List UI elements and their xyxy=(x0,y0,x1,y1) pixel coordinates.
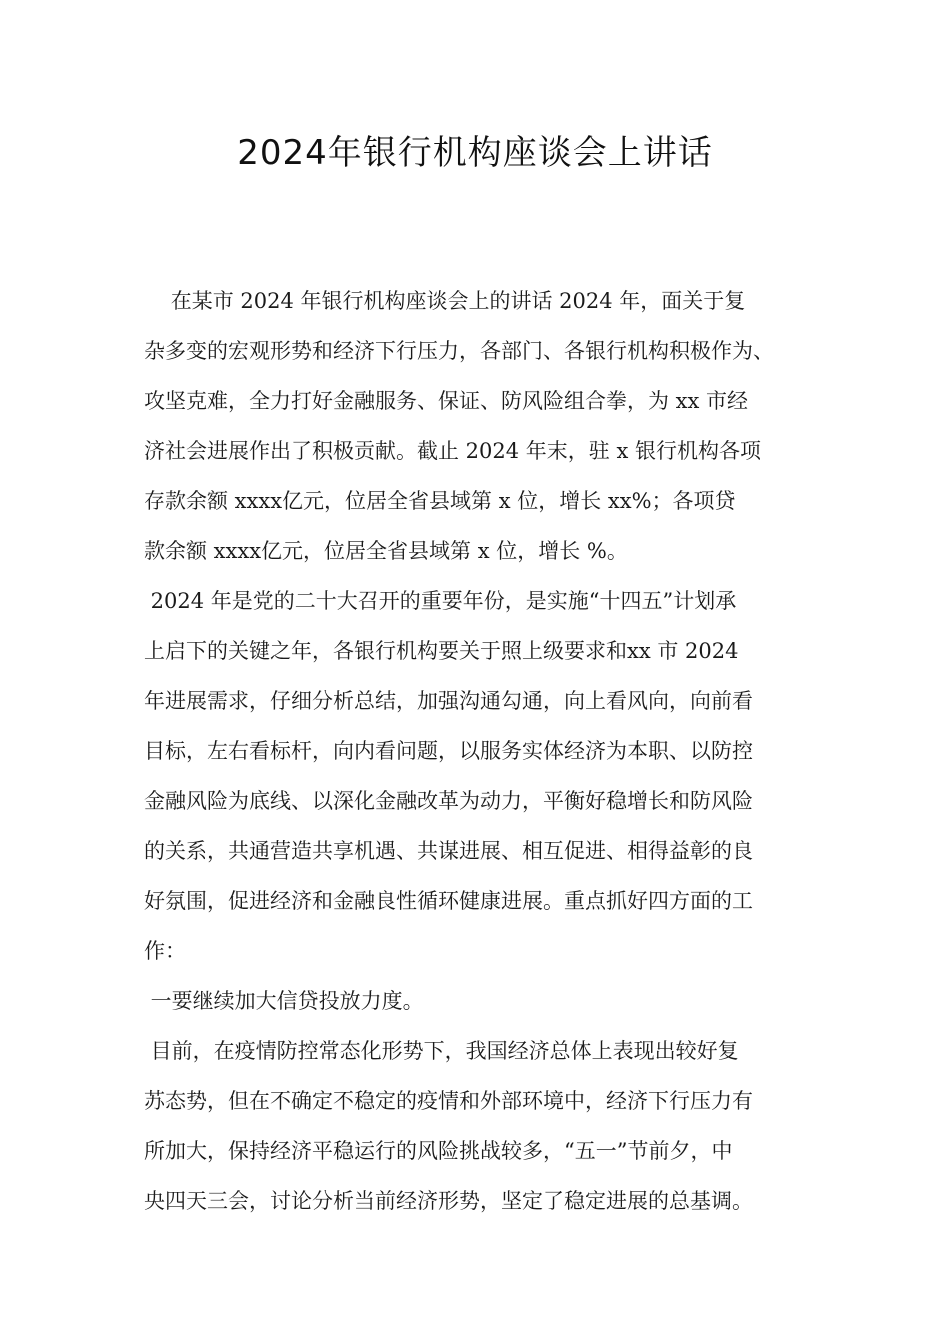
body-line: 作： xyxy=(144,939,186,963)
section-heading: 一要继续加大信贷投放力度。 xyxy=(144,989,424,1013)
body-line: 2024 年是党的二十大召开的重要年份，是实施“十四五”计划承 xyxy=(144,589,737,613)
body-line: 杂多变的宏观形势和经济下行压力，各部门、各银行机构积极作为、 xyxy=(144,339,774,363)
body-line: 目前，在疫情防控常态化形势下，我国经济总体上表现出较好复 xyxy=(144,1039,739,1063)
document-body xyxy=(144,276,824,1226)
body-line: 攻坚克难，全力打好金融服务、保证、防风险组合拳，为 xx 市经 xyxy=(144,389,749,413)
body-line: 央四天三会，讨论分析当前经济形势，坚定了稳定进展的总基调。 xyxy=(144,1189,753,1213)
body-line: 的关系，共通营造共享机遇、共谋进展、相互促进、相得益彰的良 xyxy=(144,839,753,863)
body-line: 年进展需求，仔细分析总结，加强沟通勾通，向上看风向，向前看 xyxy=(144,689,753,713)
body-line: 好氛围，促进经济和金融良性循环健康进展。重点抓好四方面的工 xyxy=(144,889,753,913)
body-line: 所加大，保持经济平稳运行的风险挑战较多，“五一”节前夕，中 xyxy=(144,1139,733,1163)
body-line: 目标，左右看标杆，向内看问题，以服务实体经济为本职、以防控 xyxy=(144,739,753,763)
body-line: 上启下的关键之年，各银行机构要关于照上级要求和xx 市 2024 xyxy=(144,639,739,663)
body-line: 济社会进展作出了积极贡献。截止 2024 年末，驻 x 银行机构各项 xyxy=(144,439,761,463)
body-line: 在某市 2024 年银行机构座谈会上的讲话 2024 年，面关于复 xyxy=(144,289,746,313)
body-line: 存款余额 xxxx亿元，位居全省县域第 x 位，增长 xx%；各项贷 xyxy=(144,489,736,513)
body-line: 款余额 xxxx亿元，位居全省县域第 x 位，增长 %。 xyxy=(144,539,628,563)
body-line: 苏态势，但在不确定不稳定的疫情和外部环境中，经济下行压力有 xyxy=(144,1089,753,1113)
document-title: 2024年银行机构座谈会上讲话 xyxy=(237,133,713,173)
body-line: 金融风险为底线、以深化金融改革为动力，平衡好稳增长和防风险 xyxy=(144,789,753,813)
